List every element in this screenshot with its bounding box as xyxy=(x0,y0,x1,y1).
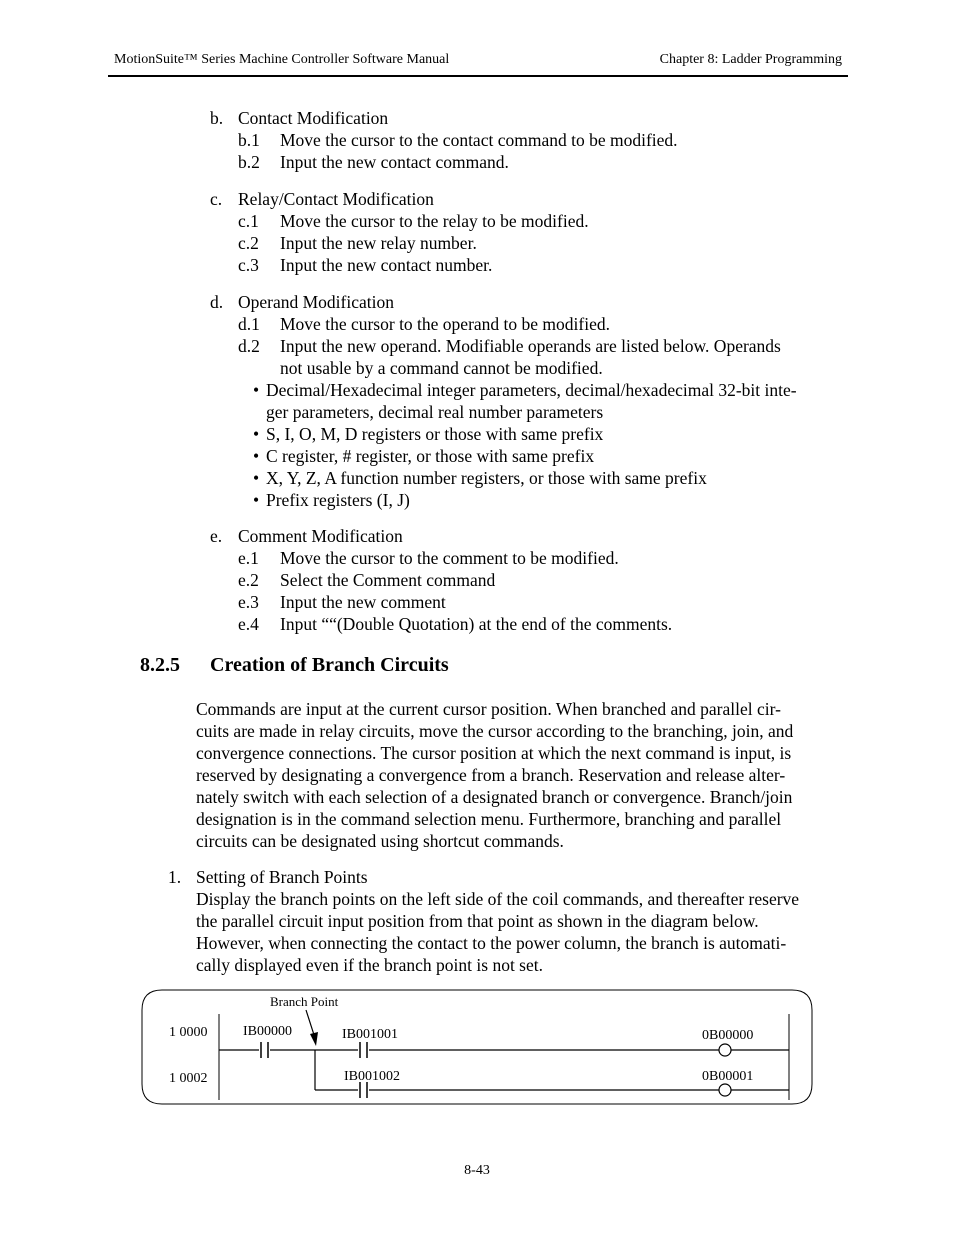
coil-1-label: 0B00000 xyxy=(702,1028,754,1043)
bullet-dot: • xyxy=(253,490,260,510)
step-e4-num: e.4 xyxy=(238,614,259,634)
item-d-title: Operand Modification xyxy=(238,292,394,312)
intro-line: circuits can be designated using shortcut commands. xyxy=(196,831,564,851)
item-b-label: b. xyxy=(210,108,224,128)
item-e-title: Comment Modification xyxy=(238,526,403,546)
row2-step-number: 1 0002 xyxy=(169,1071,208,1086)
step-b2-num: b.2 xyxy=(238,152,260,172)
intro-line: convergence connections. The cursor position at which the next command is input, is xyxy=(196,743,792,763)
section-number: 8.2.5 xyxy=(140,654,180,676)
running-header-chapter: Chapter 8: Ladder Programming xyxy=(659,52,842,67)
coil-1-symbol xyxy=(719,1044,731,1056)
header-rule xyxy=(108,75,848,77)
step-e3-num: e.3 xyxy=(238,592,259,612)
step-d2-text-cont: not usable by a command cannot be modified. xyxy=(280,358,603,378)
bullet-siomd-registers: S, I, O, M, D registers or those with same prefix xyxy=(266,424,604,444)
item-1-label: 1. xyxy=(168,867,182,887)
bullet-prefix-registers: Prefix registers (I, J) xyxy=(266,490,410,510)
step-b1-text: Move the cursor to the contact command to be modified. xyxy=(280,130,678,150)
step-e4-text: Input ““(Double Quotation) at the end of the comments. xyxy=(280,614,673,634)
step-b2-text: Input the new contact command. xyxy=(280,152,509,172)
section-title: Creation of Branch Circuits xyxy=(210,654,449,676)
step-c2-text: Input the new relay number. xyxy=(280,233,477,253)
step-e3-text: Input the new comment xyxy=(280,592,446,612)
step-c3-text: Input the new contact number. xyxy=(280,255,493,275)
bullet-parameters: Decimal/Hexadecimal integer parameters, decimal/hexadecimal 32-bit inte- xyxy=(266,380,797,400)
bullet-dot: • xyxy=(253,446,260,466)
bullet-parameters-cont: ger parameters, decimal real number parameters xyxy=(266,402,604,422)
item-1-line: cally displayed even if the branch point is not set. xyxy=(196,955,543,975)
intro-line: designation is in the command selection menu. Furthermore, branching and parallel xyxy=(196,809,782,829)
contact-b-label: IB001001 xyxy=(342,1027,398,1042)
step-c1-text: Move the cursor to the relay to be modified. xyxy=(280,211,589,231)
intro-line: cuits are made in relay circuits, move the cursor according to the branching, join, and xyxy=(196,721,794,741)
item-1-title: Setting of Branch Points xyxy=(196,867,368,887)
item-1-line: Display the branch points on the left side of the coil commands, and thereafter reserve xyxy=(196,889,800,909)
item-c-label: c. xyxy=(210,189,223,209)
diagram-frame xyxy=(142,990,812,1104)
step-d2-num: d.2 xyxy=(238,336,260,356)
bullet-dot: • xyxy=(253,424,260,444)
row1-step-number: 1 0000 xyxy=(169,1025,208,1040)
item-d-label: d. xyxy=(210,292,224,312)
step-d1-num: d.1 xyxy=(238,314,260,334)
ladder-diagram xyxy=(140,988,814,1106)
step-c2-num: c.2 xyxy=(238,233,259,253)
step-d2-text: Input the new operand. Modifiable operands are listed below. Operands xyxy=(280,336,781,356)
bullet-dot: • xyxy=(253,468,260,488)
branch-point-label: Branch Point xyxy=(270,994,339,1009)
step-c1-num: c.1 xyxy=(238,211,259,231)
coil-2-symbol xyxy=(719,1084,731,1096)
intro-line: nately switch with each selection of a designated branch or convergence. Branch/join xyxy=(196,787,793,807)
step-d1-text: Move the cursor to the operand to be modified. xyxy=(280,314,610,334)
running-header-title: MotionSuite™ Series Machine Controller Software Manual xyxy=(114,52,450,67)
contact-a-label: IB00000 xyxy=(243,1024,292,1039)
coil-2-label: 0B00001 xyxy=(702,1069,754,1084)
item-b-title: Contact Modification xyxy=(238,108,389,128)
section-heading xyxy=(140,654,449,677)
branch-point-arrowhead xyxy=(310,1032,318,1046)
contact-c-label: IB001002 xyxy=(344,1069,400,1084)
step-e1-text: Move the cursor to the comment to be modified. xyxy=(280,548,619,568)
step-e2-num: e.2 xyxy=(238,570,259,590)
bullet-c-register: C register, # register, or those with same prefix xyxy=(266,446,595,466)
step-e1-num: e.1 xyxy=(238,548,259,568)
item-c-title: Relay/Contact Modification xyxy=(238,189,434,209)
item-1-line: the parallel circuit input position from that point as shown in the diagram below. xyxy=(196,911,759,931)
bullet-xyza-registers: X, Y, Z, A function number registers, or those with same prefix xyxy=(266,468,707,488)
item-e-label: e. xyxy=(210,526,223,546)
step-e2-text: Select the Comment command xyxy=(280,570,496,590)
intro-line: reserved by designating a convergence from a branch. Reservation and release alter- xyxy=(196,765,786,785)
intro-line: Commands are input at the current cursor position. When branched and parallel cir- xyxy=(196,699,781,719)
bullet-dot: • xyxy=(253,380,260,400)
step-b1-num: b.1 xyxy=(238,130,260,150)
item-1-line: However, when connecting the contact to the power column, the branch is automati- xyxy=(196,933,787,953)
page-number: 8-43 xyxy=(464,1163,490,1178)
step-c3-num: c.3 xyxy=(238,255,259,275)
